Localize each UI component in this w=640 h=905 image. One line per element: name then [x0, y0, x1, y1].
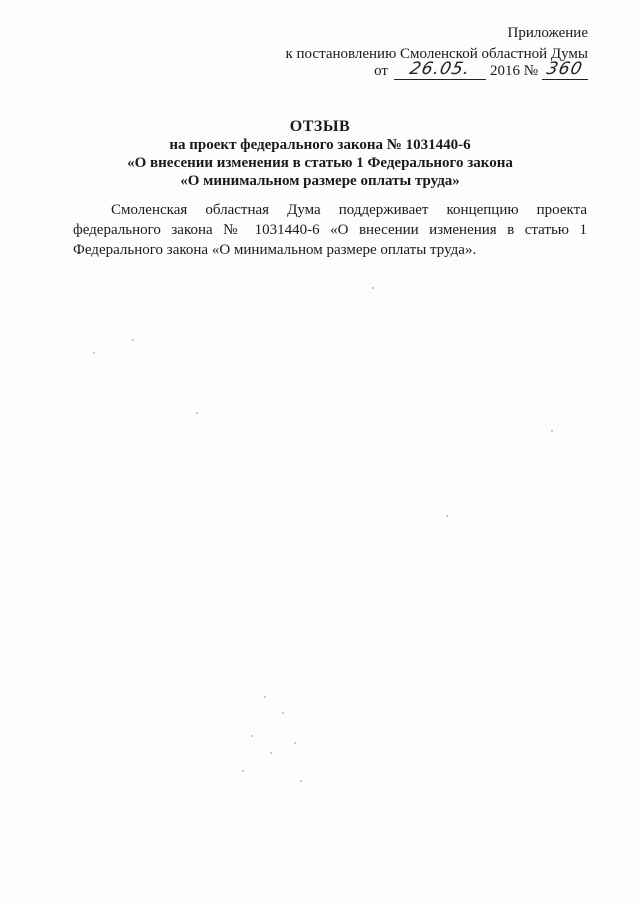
body-paragraph: Смоленская областная Дума поддерживает концепцию проекта федерального закона № 1031440-6 «О внесении изменения в статью 1 Федерального закона «О минимальном размере оплаты труда». [73, 202, 587, 258]
appendix-label: Приложение [507, 25, 588, 41]
scan-speck [294, 742, 296, 744]
scan-speck [251, 735, 253, 737]
scan-speck [242, 770, 244, 772]
scan-speck [300, 780, 302, 782]
scan-speck [264, 696, 266, 698]
scan-speck [282, 712, 284, 714]
scan-speck [132, 339, 134, 341]
title-line-1: на проект федерального закона № 1031440-6 [169, 137, 471, 153]
scan-speck [372, 287, 374, 289]
scan-speck [93, 352, 95, 354]
scan-speck [446, 515, 448, 517]
date-blank [394, 61, 486, 80]
title-line-2: «О внесении изменения в статью 1 Федерального закона [127, 155, 513, 171]
scan-speck [270, 752, 272, 754]
handwritten-number: 360 [545, 59, 585, 79]
resolution-reference: к постановлению Смоленской областной Думы [285, 46, 588, 62]
scan-speck [551, 430, 553, 432]
resolution-date-line [374, 61, 588, 80]
title-line-3: «О минимальном размере оплаты труда» [180, 173, 460, 189]
number-blank [542, 61, 588, 80]
document-title: ОТЗЫВ [289, 118, 351, 135]
scan-speck [196, 412, 198, 414]
date-prefix: от [374, 63, 388, 79]
handwritten-date: 26.05. [407, 59, 473, 79]
year-and-number-label: 2016 № [489, 63, 538, 79]
document-title-block [0, 117, 640, 190]
